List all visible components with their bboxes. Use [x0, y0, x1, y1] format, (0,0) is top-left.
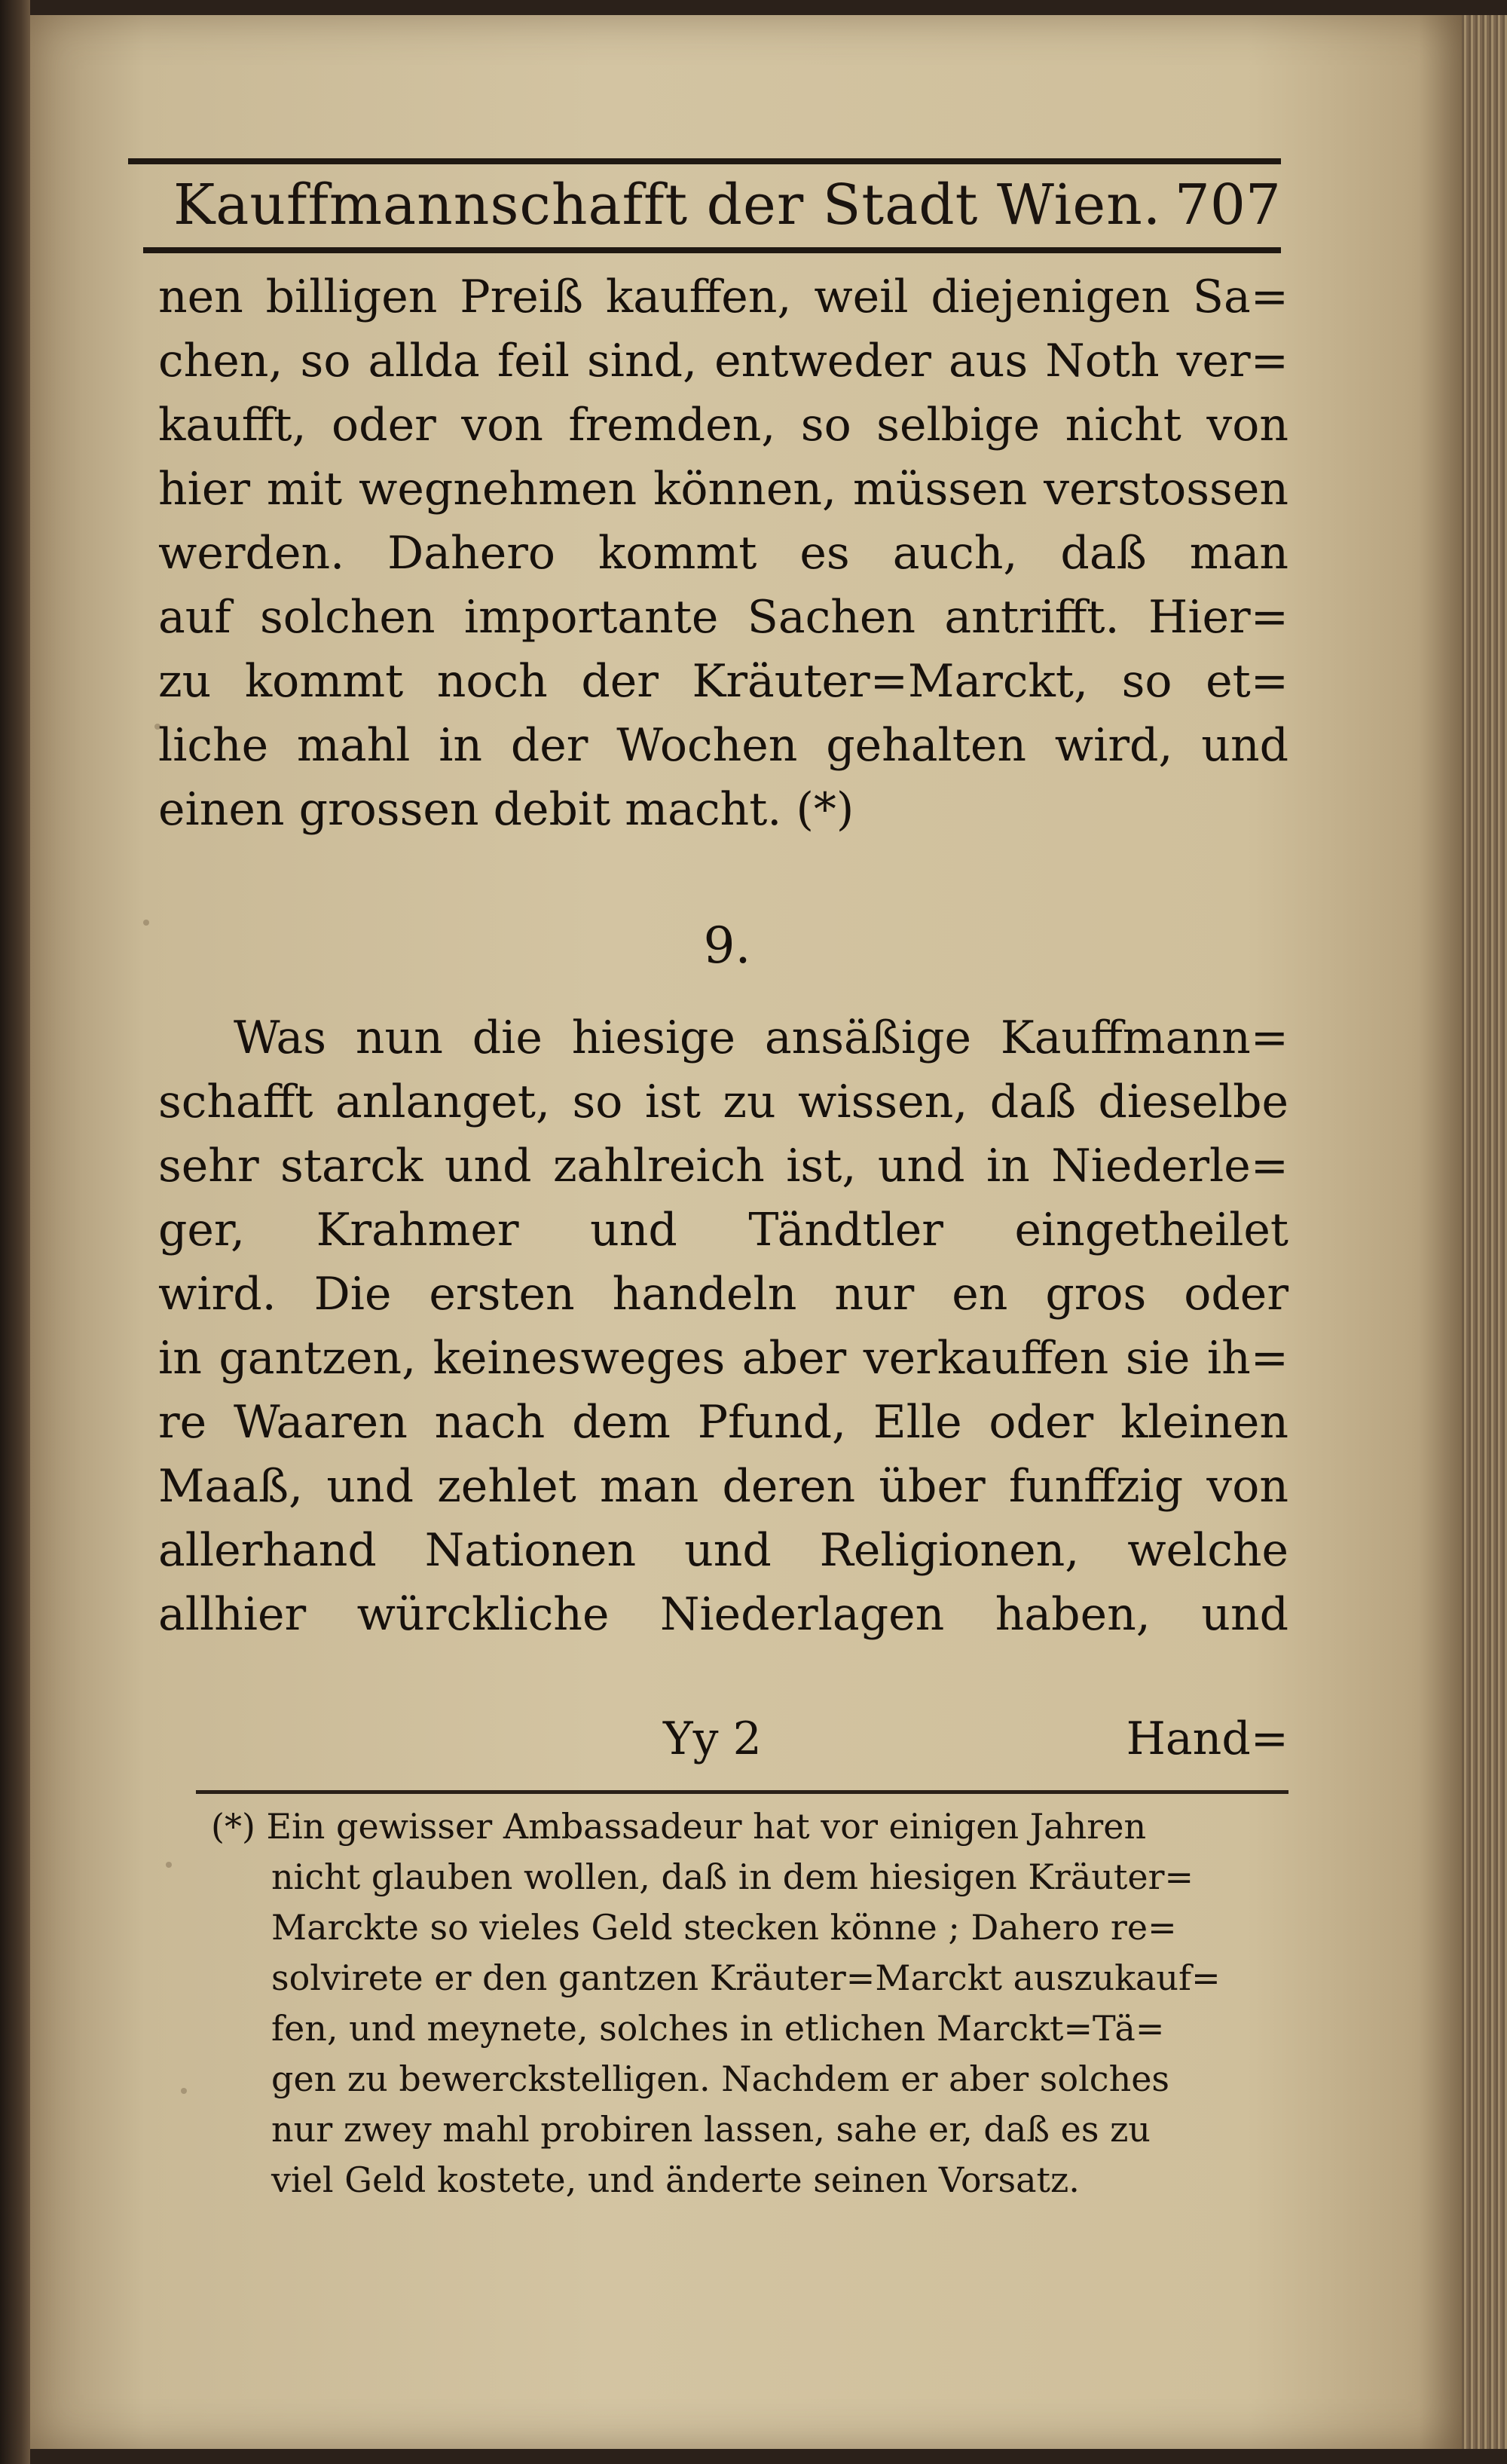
text-line: nen billigen Preiß kauffen, weil diejenigen Sa=	[158, 271, 1288, 323]
footnote-line: nur zwey mahl probiren lassen, sahe er, daß es zu	[271, 2109, 1151, 2150]
paper-speck	[143, 920, 149, 926]
text-line: ger, Krahmer und Tändtler eingetheilet	[158, 1204, 1288, 1256]
running-head	[128, 151, 1281, 264]
signature-mark: Yy 2	[663, 1713, 762, 1765]
text-line: kaufft, oder von fremden, so selbige nicht von	[158, 399, 1288, 451]
text-line: zu kommt noch der Kräuter=Marckt, so et=	[158, 655, 1288, 708]
footnote	[211, 1801, 1288, 2205]
text-line: wird. Die ersten handeln nur en gros oder	[158, 1268, 1288, 1321]
text-line: in gantzen, keinesweges aber verkauffen sie ih=	[158, 1332, 1288, 1385]
head-rule	[143, 247, 1281, 253]
text-line: Maaß, und zehlet man deren über funffzig von	[158, 1460, 1288, 1513]
text-line: liche mahl in der Wochen gehalten wird, und	[158, 719, 1288, 772]
paper-speck	[166, 1862, 172, 1868]
book-binding	[0, 0, 30, 2464]
text-line: allhier würckliche Niederlagen haben, und	[158, 1588, 1288, 1641]
footnote-line: (*) Ein gewisser Ambassadeur hat vor einigen Jahren	[211, 1806, 1147, 1847]
footnote-line: viel Geld kostete, und änderte seinen Vorsatz.	[271, 2159, 1080, 2200]
page-edges	[1462, 15, 1507, 2449]
paper-speck	[154, 724, 160, 730]
top-rule	[128, 158, 1281, 164]
section-number: 9.	[703, 917, 751, 975]
text-line: schafft anlanget, so ist zu wissen, daß dieselbe	[158, 1076, 1288, 1128]
text-line: werden. Dahero kommt es auch, daß man	[158, 527, 1288, 580]
footnote-line: fen, und meynete, solches in etlichen Marckt=Tä=	[271, 2008, 1165, 2049]
paragraph-1	[158, 265, 1288, 842]
paper-speck	[181, 2088, 187, 2094]
footnote-line: nicht glauben wollen, daß in dem hiesigen Kräuter=	[271, 1856, 1194, 1897]
footnote-rule	[196, 1790, 1288, 1794]
text-line: Was nun die hiesige ansäßige Kauffmann=	[234, 1012, 1288, 1064]
footnote-line: solvirete er den gantzen Kräuter=Marckt auszukauf=	[271, 1957, 1221, 1998]
text-line: sehr starck und zahlreich ist, und in Niederle=	[158, 1140, 1288, 1192]
text-line: allerhand Nationen und Religionen, welche	[158, 1524, 1288, 1577]
catchword: Hand=	[1126, 1713, 1288, 1765]
text-line: auf solchen importante Sachen antrifft. Hier=	[158, 591, 1288, 644]
text-line: einen grossen debit macht. (*)	[158, 783, 854, 836]
paragraph-2	[158, 1006, 1288, 1647]
footnote-line: Marckte so vieles Geld stecken könne ; Dahero re=	[271, 1907, 1177, 1948]
running-title: Kauffmannschafft der Stadt Wien.	[173, 173, 1162, 237]
text-line: re Waaren nach dem Pfund, Elle oder kleinen	[158, 1396, 1288, 1449]
page-number: 707	[1174, 173, 1281, 237]
footnote-line: gen zu bewerckstelligen. Nachdem er aber solches	[271, 2058, 1170, 2099]
text-line: hier mit wegnehmen können, müssen verstossen	[158, 463, 1288, 516]
text-line: chen, so allda feil sind, entweder aus Noth ver=	[158, 335, 1288, 387]
